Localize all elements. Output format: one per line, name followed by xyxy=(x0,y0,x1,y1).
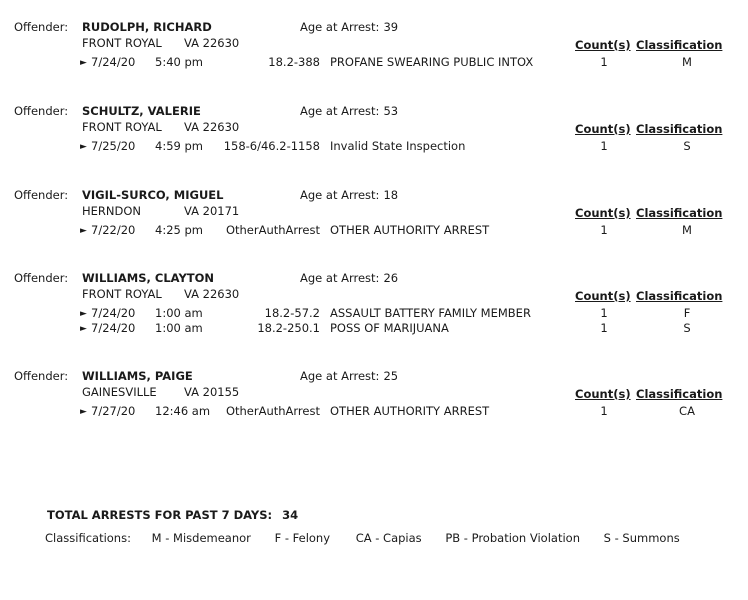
charge-date: 7/24/20 xyxy=(91,55,136,69)
age-value: 18 xyxy=(383,188,399,202)
age-label: Age at Arrest: xyxy=(300,271,380,285)
charge-description: Invalid State Inspection xyxy=(330,139,466,153)
total-arrests-label: TOTAL ARRESTS FOR PAST 7 DAYS: xyxy=(47,508,273,522)
offender-label: Offender: xyxy=(14,271,69,285)
counts-header: Count(s) xyxy=(575,289,631,303)
age-value: 53 xyxy=(383,104,399,118)
charge-time: 1:00 am xyxy=(155,306,203,320)
charge-marker-icon: ► xyxy=(80,407,87,417)
charge-description: OTHER AUTHORITY ARREST xyxy=(330,223,490,237)
charge-count: 1 xyxy=(600,306,608,320)
charge-description: OTHER AUTHORITY ARREST xyxy=(330,404,490,418)
offender-name: WILLIAMS, PAIGE xyxy=(82,369,193,383)
charge-count: 1 xyxy=(600,55,608,69)
charge-code: 158-6/46.2-1158 xyxy=(223,139,320,153)
charge-marker-icon: ► xyxy=(80,142,87,152)
offender-state-zip: VA 20171 xyxy=(184,204,240,218)
legend-item-capias: CA - Capias xyxy=(355,531,422,545)
charge-classification: S xyxy=(683,321,691,335)
charge-date: 7/24/20 xyxy=(91,306,136,320)
legend-item-summons: S - Summons xyxy=(603,531,680,545)
offender-state-zip: VA 22630 xyxy=(184,287,240,301)
offender-name: WILLIAMS, CLAYTON xyxy=(82,271,215,285)
age-value: 39 xyxy=(383,20,399,34)
charge-code: 18.2-57.2 xyxy=(264,306,320,320)
offender-label: Offender: xyxy=(14,369,69,383)
offender-state-zip: VA 20155 xyxy=(184,385,240,399)
offender-label: Offender: xyxy=(14,104,69,118)
charge-date: 7/22/20 xyxy=(91,223,136,237)
classification-header: Classification xyxy=(636,206,723,220)
age-value: 26 xyxy=(383,271,399,285)
charge-date: 7/27/20 xyxy=(91,404,136,418)
charge-description: ASSAULT BATTERY FAMILY MEMBER xyxy=(330,306,531,320)
charge-count: 1 xyxy=(600,223,608,237)
offender-record xyxy=(0,369,748,439)
classification-header: Classification xyxy=(636,38,723,52)
counts-header: Count(s) xyxy=(575,206,631,220)
offender-record xyxy=(0,271,748,341)
offender-state-zip: VA 22630 xyxy=(184,36,240,50)
total-arrests-value: 34 xyxy=(282,508,299,522)
charge-marker-icon: ► xyxy=(80,226,87,236)
offender-city: FRONT ROYAL xyxy=(82,36,162,50)
charge-code: OtherAuthArrest xyxy=(225,404,320,418)
age-label: Age at Arrest: xyxy=(300,188,380,202)
charge-description: PROFANE SWEARING PUBLIC INTOX xyxy=(330,55,534,69)
age-label: Age at Arrest: xyxy=(300,369,380,383)
age-at-arrest xyxy=(300,104,398,118)
charge-time: 5:40 pm xyxy=(155,55,203,69)
charge-count: 1 xyxy=(600,321,608,335)
charge-marker-icon: ► xyxy=(80,309,87,319)
age-label: Age at Arrest: xyxy=(300,104,380,118)
charge-code: OtherAuthArrest xyxy=(225,223,320,237)
classification-header: Classification xyxy=(636,387,723,401)
charge-classification: F xyxy=(683,306,691,320)
charge-description: POSS OF MARIJUANA xyxy=(330,321,449,335)
offender-city: FRONT ROYAL xyxy=(82,287,162,301)
offender-city: GAINESVILLE xyxy=(82,385,157,399)
counts-header: Count(s) xyxy=(575,387,631,401)
age-label: Age at Arrest: xyxy=(300,20,380,34)
age-at-arrest xyxy=(300,20,398,34)
charge-code: 18.2-388 xyxy=(268,55,320,69)
charge-time: 4:59 pm xyxy=(155,139,203,153)
counts-header: Count(s) xyxy=(575,122,631,136)
charge-classification: S xyxy=(683,139,691,153)
age-at-arrest xyxy=(300,188,398,202)
charge-count: 1 xyxy=(600,139,608,153)
offender-record xyxy=(0,104,748,174)
legend-label: Classifications: xyxy=(45,531,131,545)
legend-item-misdemeanor: M - Misdemeanor xyxy=(151,531,251,545)
charge-classification: M xyxy=(682,223,692,237)
charge-time: 1:00 am xyxy=(155,321,203,335)
legend-item-probation-violation: PB - Probation Violation xyxy=(445,531,580,545)
charge-date: 7/25/20 xyxy=(91,139,136,153)
age-at-arrest xyxy=(300,369,398,383)
charge-classification: CA xyxy=(679,404,695,418)
charge-code: 18.2-250.1 xyxy=(257,321,320,335)
charge-date: 7/24/20 xyxy=(91,321,136,335)
offender-label: Offender: xyxy=(14,20,69,34)
classification-header: Classification xyxy=(636,289,723,303)
offender-label: Offender: xyxy=(14,188,69,202)
offender-name: RUDOLPH, RICHARD xyxy=(82,20,212,34)
offender-city: HERNDON xyxy=(82,204,142,218)
age-value: 25 xyxy=(383,369,399,383)
charge-time: 12:46 am xyxy=(155,404,211,418)
offender-state-zip: VA 22630 xyxy=(184,120,240,134)
charge-count: 1 xyxy=(600,404,608,418)
offender-record xyxy=(0,188,748,258)
age-at-arrest xyxy=(300,271,398,285)
classification-header: Classification xyxy=(636,122,723,136)
legend-item-felony: F - Felony xyxy=(274,531,331,545)
offender-record xyxy=(0,20,748,90)
total-arrests xyxy=(47,508,298,522)
charge-marker-icon: ► xyxy=(80,324,87,334)
charge-marker-icon: ► xyxy=(80,58,87,68)
counts-header: Count(s) xyxy=(575,38,631,52)
offender-name: SCHULTZ, VALERIE xyxy=(82,104,201,118)
classification-legend xyxy=(45,531,680,545)
charge-classification: M xyxy=(682,55,692,69)
offender-name: VIGIL-SURCO, MIGUEL xyxy=(82,188,224,202)
offender-city: FRONT ROYAL xyxy=(82,120,162,134)
charge-time: 4:25 pm xyxy=(155,223,203,237)
